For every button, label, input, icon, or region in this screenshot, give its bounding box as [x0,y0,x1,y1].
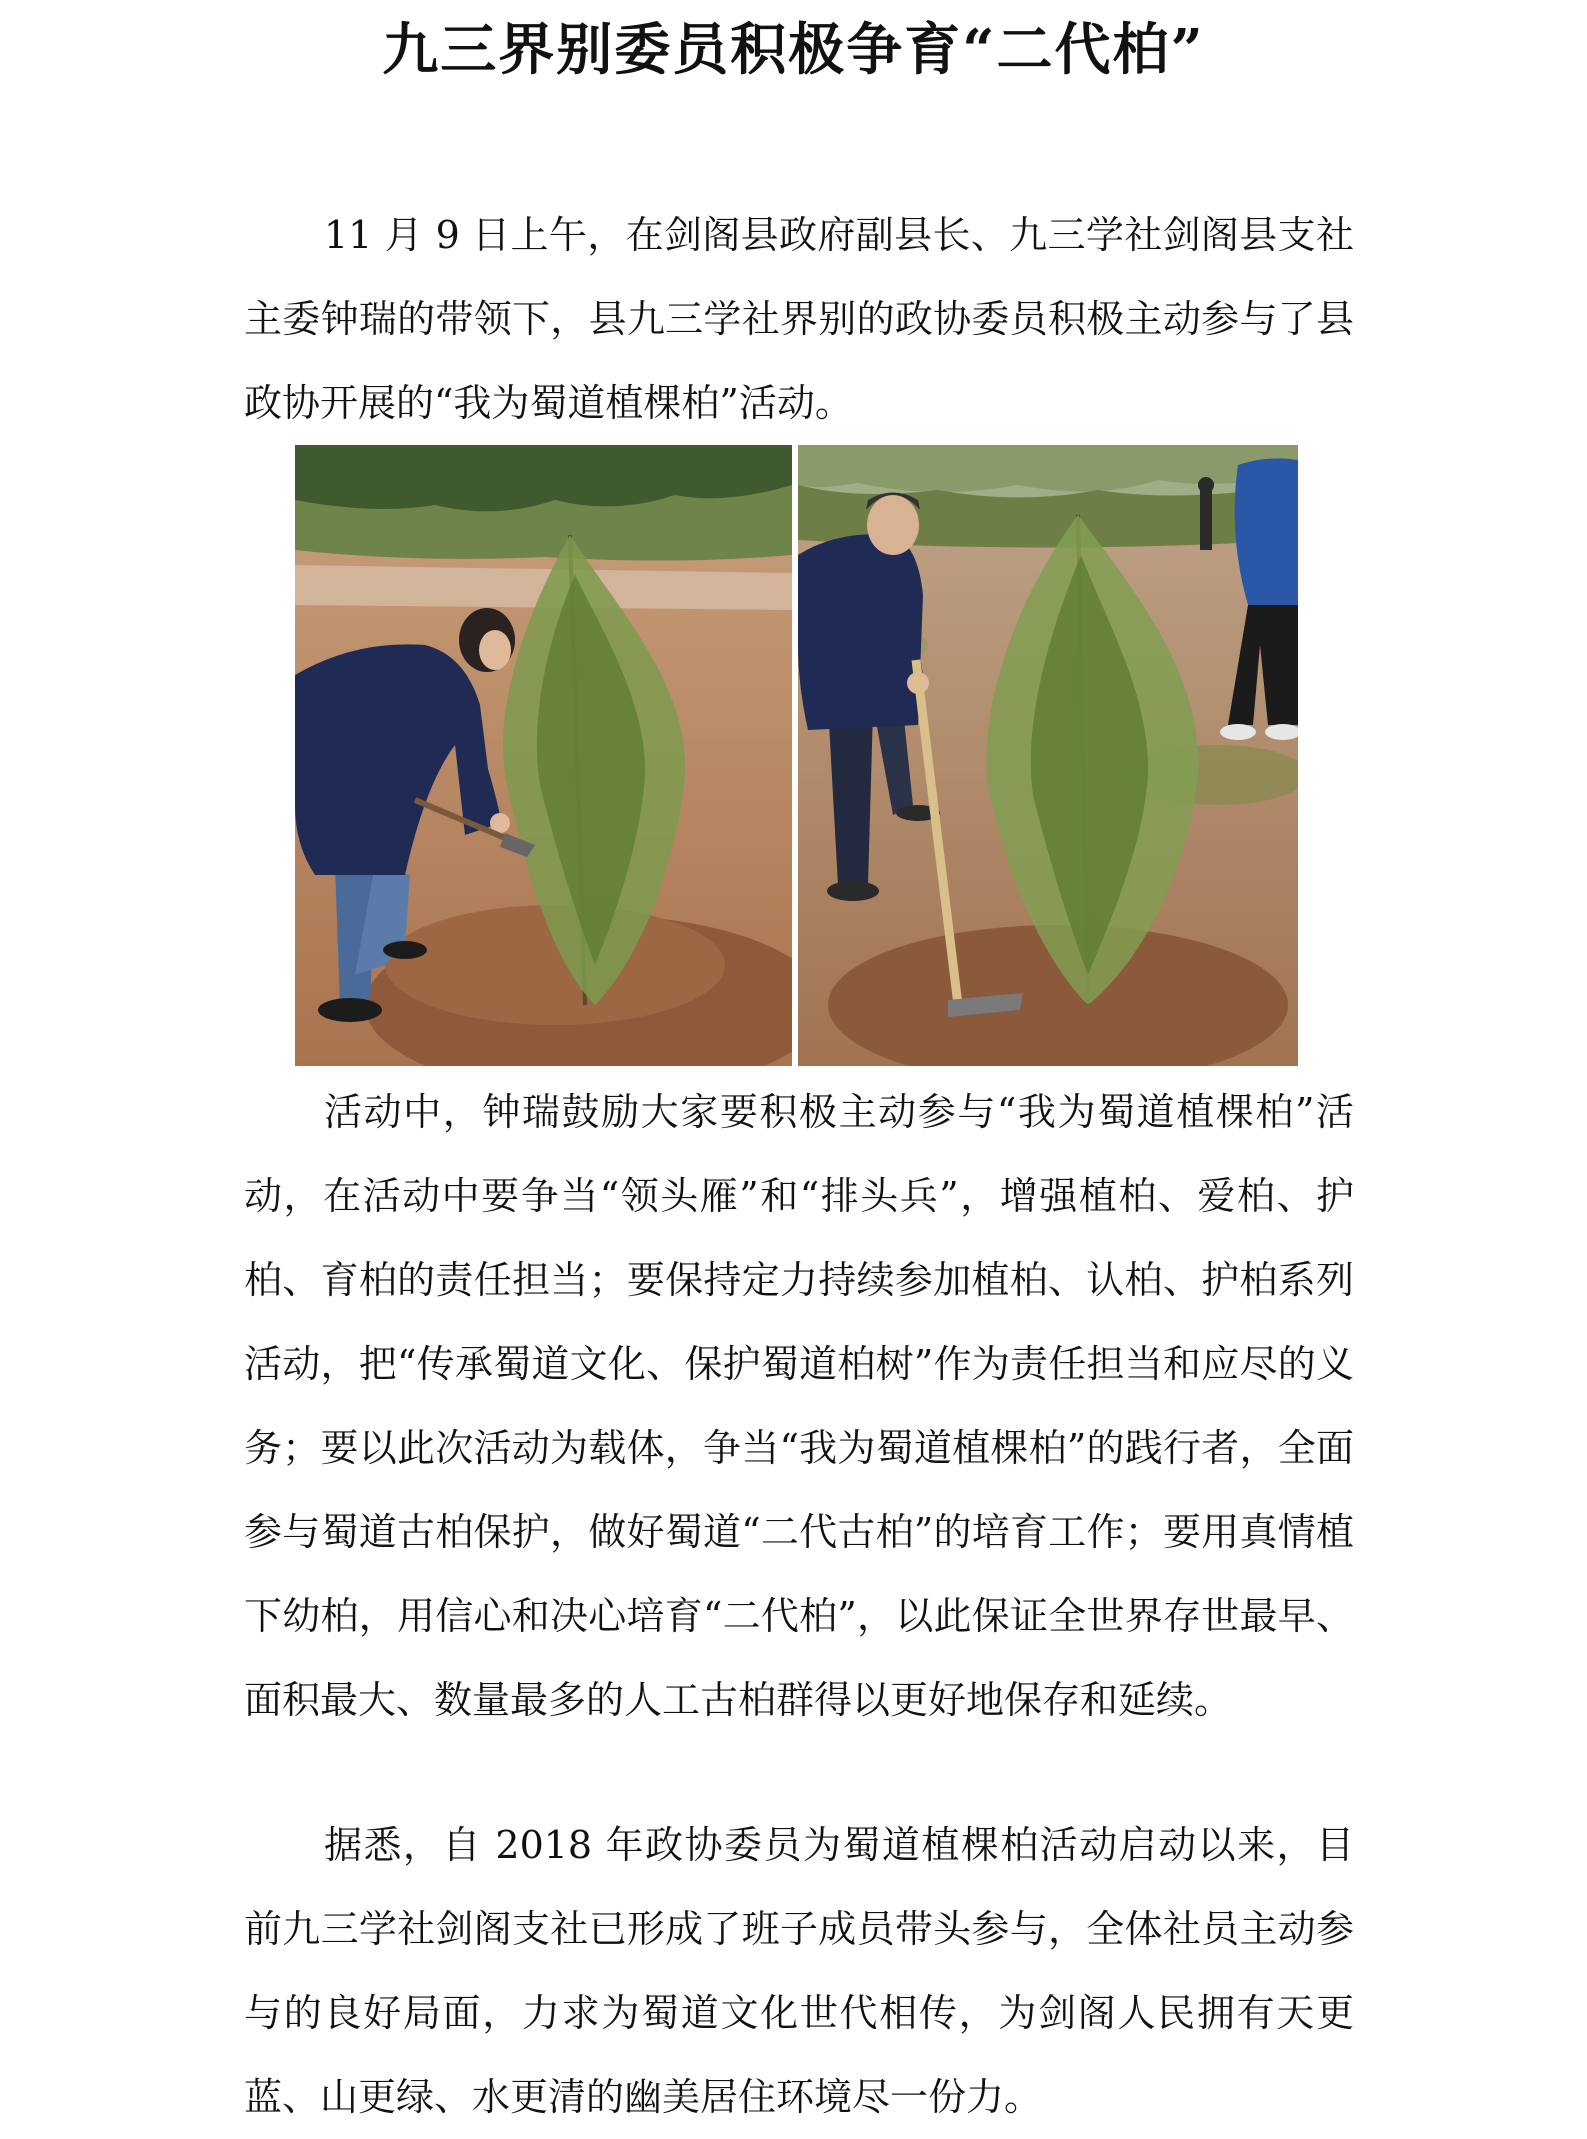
paragraph-intro: 11 月 9 日上午，在剑阁县政府副县长、九三学社剑阁县支社主委钟瑞的带领下，县九三学社界别的政协委员积极主动参与了县政协开展的“我为蜀道植棵柏”活动。 [244,213,1354,425]
article-title: 九三界别委员积极争育“二代柏” [382,17,1205,83]
paragraph-encouragement: 活动中，钟瑞鼓励大家要积极主动参与“我为蜀道植棵柏”活动，在活动中要争当“领头雁”和“排头兵”，增强植柏、爱柏、护柏、育柏的责任担当；要保持定力持续参加植柏、认柏、护柏系列活动，把“传承蜀道文化、保护蜀道柏树”作为责任担当和应尽的义务；要以此次活动为载体，争当“我为蜀道植棵柏”的践行者，全面参与蜀道古柏保护，做好蜀道“二代古柏”的培育工作；要用真情植下幼柏，用信心和决心培育“二代柏”，以此保证全世界存世最早、面积最大、数量最多的人工古柏群得以更好地保存和延续。 [244,1090,1354,1722]
photo-pair [295,445,1298,1066]
paragraph-background: 据悉，自 2018 年政协委员为蜀道植棵柏活动启动以来，目前九三学社剑阁支社已形成了班子成员带头参与，全体社员主动参与的良好局面，力求为蜀道文化世代相传，为剑阁人民拥有天更蓝、山更绿、水更清的幽美居住环境尽一份力。 [244,1823,1354,2119]
planting-photo-illustration-left [295,445,792,1066]
planting-photo-illustration-right [798,445,1298,1066]
photo-planting-left [295,445,792,1066]
photo-planting-right [798,445,1298,1066]
